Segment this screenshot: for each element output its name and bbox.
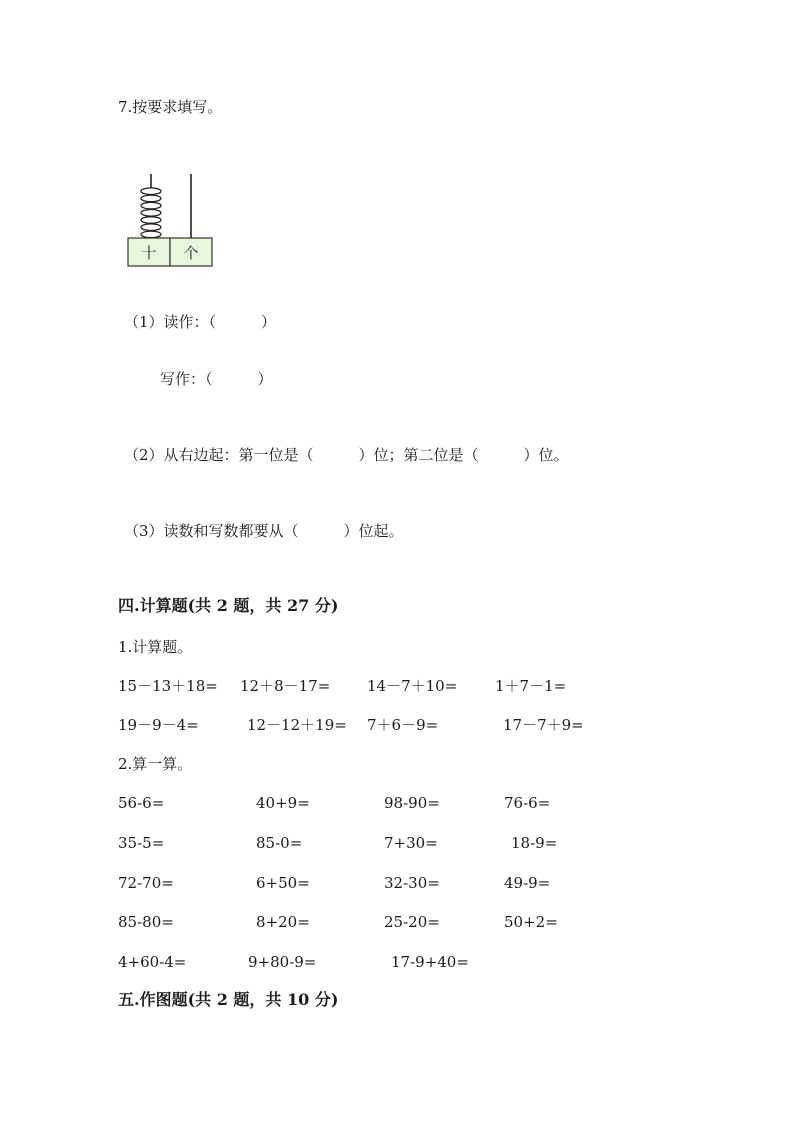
tens-bead — [141, 202, 161, 209]
tens-bead — [141, 224, 161, 231]
problem-cell: 1＋7－1= — [495, 677, 567, 695]
problem-cell: 17－7＋9= — [503, 716, 584, 734]
section-5-heading: 五.作图题(共 2 题，共 10 分) — [118, 990, 339, 1009]
problem-cell: 40+9= — [256, 794, 310, 812]
problem-cell: 14－7＋10= — [367, 677, 458, 695]
section-4-heading: 四.计算题(共 2 题，共 27 分) — [118, 596, 339, 615]
problem-cell: 18-9= — [511, 834, 558, 852]
tens-bead — [141, 231, 161, 238]
tens-bead — [141, 188, 161, 195]
q7-sub1-write: 写作：（ ） — [160, 370, 273, 388]
tens-beads — [141, 188, 161, 238]
problem-cell: 7+30= — [384, 834, 438, 852]
problem-cell: 12＋8－17= — [240, 677, 331, 695]
part-1-title: 1.计算题。 — [118, 638, 193, 656]
problem-cell: 17-9+40= — [391, 953, 469, 971]
ones-label: 个 — [183, 244, 199, 262]
problem-cell: 85-80= — [118, 913, 174, 931]
abacus-figure — [127, 170, 215, 270]
problem-cell: 12－12＋19= — [247, 716, 347, 734]
tens-label: 十 — [141, 244, 157, 262]
problem-cell: 50+2= — [504, 913, 558, 931]
tens-bead — [141, 195, 161, 202]
tens-bead — [141, 210, 161, 217]
problem-cell: 4+60-4= — [118, 953, 187, 971]
problem-cell: 19－9－4= — [118, 716, 199, 734]
problem-cell: 15－13＋18= — [118, 677, 218, 695]
problem-cell: 25-20= — [384, 913, 440, 931]
problem-cell: 32-30= — [384, 874, 440, 892]
problem-cell: 56-6= — [118, 794, 165, 812]
question-7-title: 7.按要求填写。 — [118, 98, 223, 116]
problem-cell: 8+20= — [256, 913, 310, 931]
q7-sub2: （2）从右边起：第一位是（ ）位；第二位是（ ）位。 — [124, 446, 569, 464]
problem-cell: 72-70= — [118, 874, 174, 892]
part-2-title: 2.算一算。 — [118, 755, 193, 773]
problem-cell: 35-5= — [118, 834, 165, 852]
problem-cell: 9+80-9= — [248, 953, 317, 971]
problem-cell: 85-0= — [256, 834, 303, 852]
problem-cell: 7＋6－9= — [367, 716, 439, 734]
problem-cell: 6+50= — [256, 874, 310, 892]
q7-sub1-read: （1）读作：（ ） — [124, 313, 277, 331]
problem-cell: 49-9= — [504, 874, 551, 892]
tens-bead — [141, 217, 161, 224]
q7-sub3: （3）读数和写数都要从（ ）位起。 — [124, 522, 404, 540]
problem-cell: 76-6= — [504, 794, 551, 812]
problem-cell: 98-90= — [384, 794, 440, 812]
